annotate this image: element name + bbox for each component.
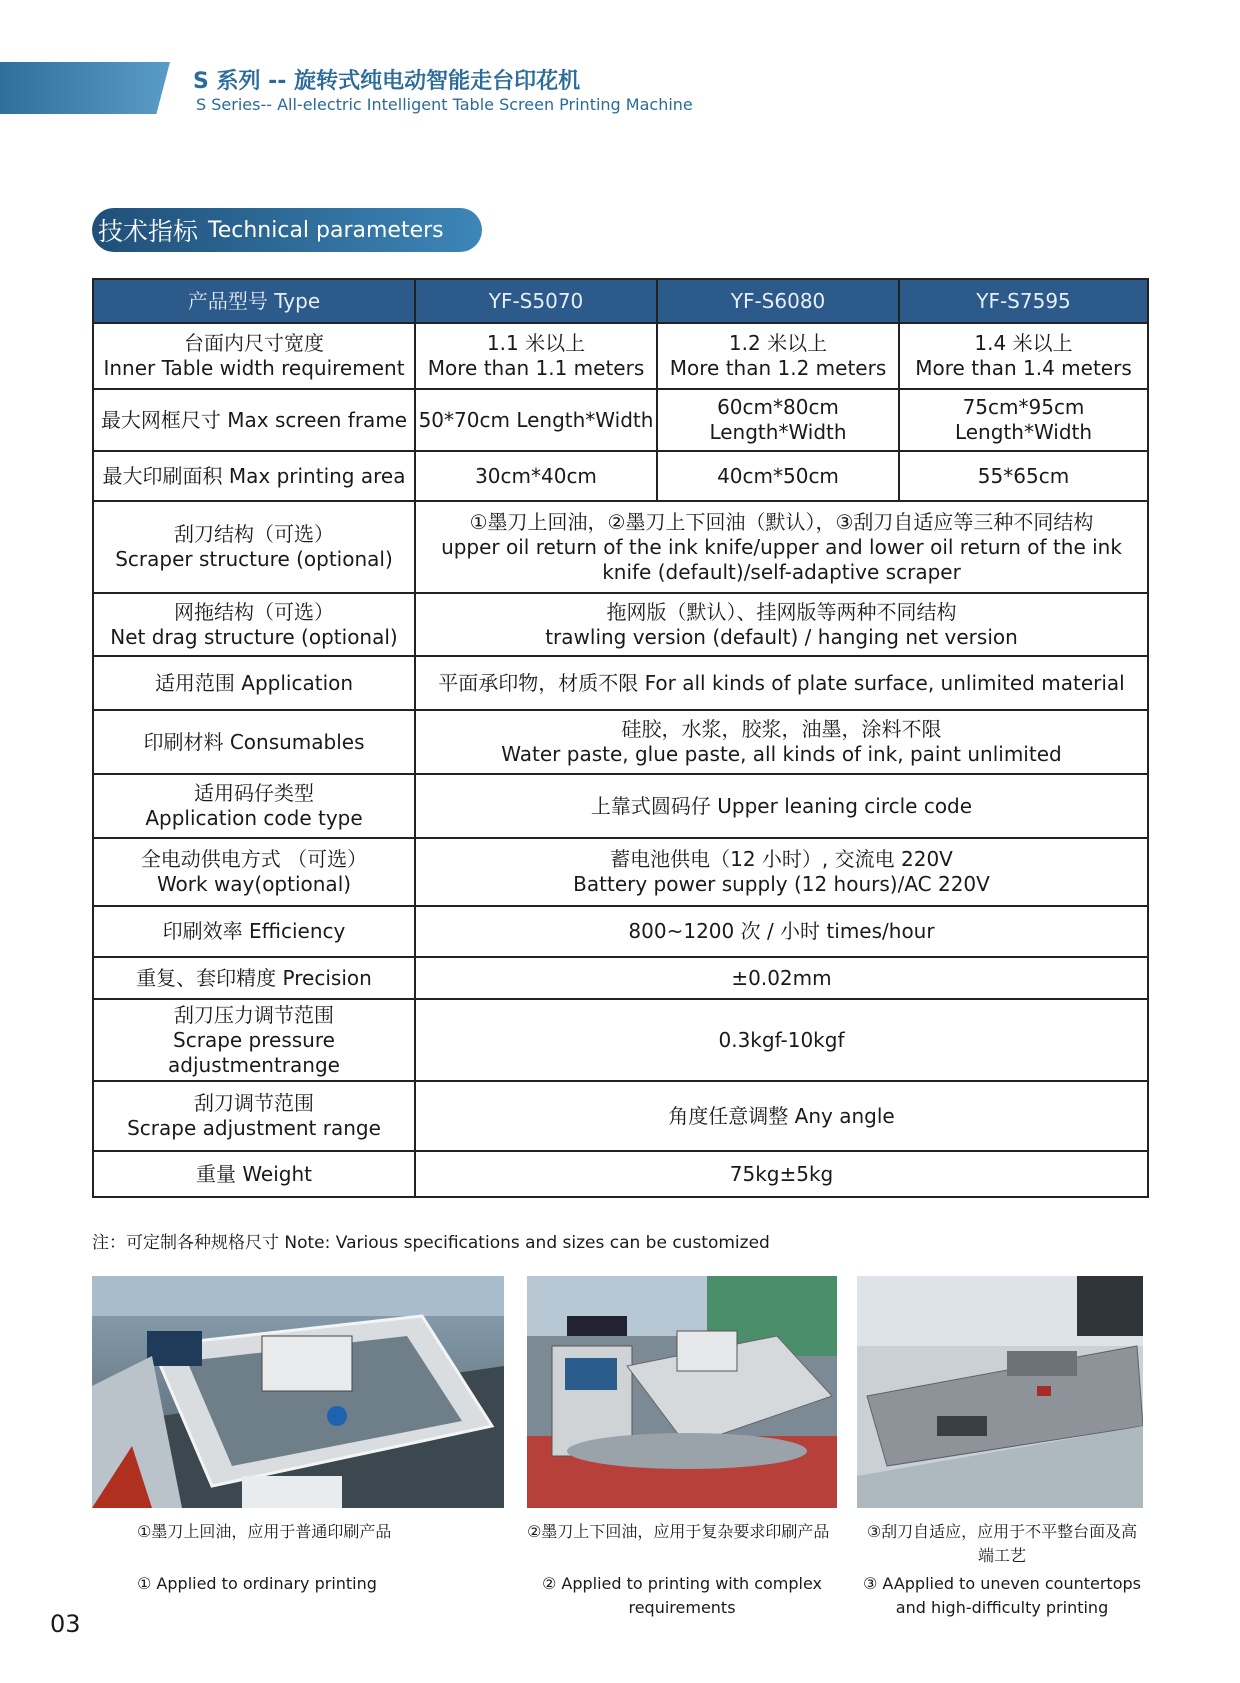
table-cell: 0.3kgf-10kgf	[415, 999, 1148, 1081]
table-cell: 55*65cm	[899, 451, 1148, 501]
section-heading	[92, 208, 482, 252]
table-cell: 30cm*40cm	[415, 451, 657, 501]
photo-1-caption-en: ① Applied to ordinary printing	[137, 1574, 377, 1593]
table-row	[93, 323, 1148, 389]
row-label: 刮刀压力调节范围 Scrape pressure adjustmentrange	[93, 999, 415, 1081]
table-cell: 蓄电池供电（12 小时）, 交流电 220V Battery power supply (12 hours)/AC 220V	[415, 838, 1148, 906]
table-cell: ±0.02mm	[415, 957, 1148, 999]
photo-3-caption-en: ③ AApplied to uneven countertops and high-difficulty printing	[863, 1574, 1141, 1617]
table-cell: 拖网版（默认）、挂网版等两种不同结构 trawling version (default) / hanging net version	[415, 593, 1148, 656]
page-subtitle: S Series-- All-electric Intelligent Table Screen Printing Machine	[196, 95, 693, 114]
table-row	[93, 501, 1148, 593]
table-cell: 75kg±5kg	[415, 1151, 1148, 1197]
header-type: 产品型号 Type	[93, 279, 415, 323]
row-label: 最大印刷面积 Max printing area	[93, 451, 415, 501]
row-label: 适用范围 Application	[93, 656, 415, 710]
page-number: 03	[50, 1610, 81, 1638]
photo-3-caption-cn: ③刮刀自适应，应用于不平整台面及高 端工艺	[866, 1522, 1138, 1565]
section-title-en: Technical parameters	[208, 217, 444, 243]
section-title-cn: 技术指标	[98, 217, 199, 246]
table-cell: 硅胶，水浆，胶浆，油墨，涂料不限 Water paste, glue paste, all kinds of ink, paint unlimited	[415, 710, 1148, 774]
table-cell: 平面承印物，材质不限 For all kinds of plate surface, unlimited material	[415, 656, 1148, 710]
row-label: 印刷效率 Efficiency	[93, 906, 415, 957]
table-cell: 40cm*50cm	[657, 451, 899, 501]
row-label: 全电动供电方式 （可选） Work way(optional)	[93, 838, 415, 906]
table-header-row	[93, 279, 1148, 323]
photo-2-caption-cn: ②墨刀上下回油，应用于复杂要求印刷产品	[527, 1522, 830, 1541]
table-row	[93, 999, 1148, 1081]
table-cell: 角度任意调整 Any angle	[415, 1081, 1148, 1151]
row-label: 台面内尺寸宽度 Inner Table width requirement	[93, 323, 415, 389]
row-label: 印刷材料 Consumables	[93, 710, 415, 774]
customization-note: 注：可定制各种规格尺寸 Note: Various specifications and sizes can be customized	[92, 1233, 770, 1253]
table-cell: 75cm*95cm Length*Width	[899, 389, 1148, 451]
table-row	[93, 710, 1148, 774]
table-row	[93, 389, 1148, 451]
technical-parameters-table	[92, 278, 1149, 1198]
table-cell: 1.4 米以上 More than 1.4 meters	[899, 323, 1148, 389]
header-model-3: YF-S7595	[899, 279, 1148, 323]
table-cell: 1.2 米以上 More than 1.2 meters	[657, 323, 899, 389]
table-cell: 1.1 米以上 More than 1.1 meters	[415, 323, 657, 389]
row-label: 网拖结构（可选） Net drag structure (optional)	[93, 593, 415, 656]
row-label: 刮刀结构（可选） Scraper structure (optional)	[93, 501, 415, 593]
table-cell: 60cm*80cm Length*Width	[657, 389, 899, 451]
page-title: S 系列 -- 旋转式纯电动智能走台印花机	[193, 69, 581, 94]
table-cell: 50*70cm Length*Width	[415, 389, 657, 451]
product-photo-1	[92, 1276, 504, 1508]
table-row	[93, 451, 1148, 501]
product-photo-3	[857, 1276, 1143, 1508]
table-row	[93, 1151, 1148, 1197]
table-row	[93, 957, 1148, 999]
photo-1-caption-cn: ①墨刀上回油，应用于普通印刷产品	[137, 1522, 392, 1541]
table-row	[93, 774, 1148, 838]
row-label: 刮刀调节范围 Scrape adjustment range	[93, 1081, 415, 1151]
table-row	[93, 838, 1148, 906]
row-label: 重复、套印精度 Precision	[93, 957, 415, 999]
photo-2-caption-en: ② Applied to printing with complex requirements	[541, 1574, 823, 1617]
table-row	[93, 1081, 1148, 1151]
table-row	[93, 593, 1148, 656]
header-model-1: YF-S5070	[415, 279, 657, 323]
row-label: 最大网框尺寸 Max screen frame	[93, 389, 415, 451]
table-row	[93, 906, 1148, 957]
header-accent-band	[0, 62, 170, 114]
row-label: 适用码仔类型 Application code type	[93, 774, 415, 838]
product-photo-2	[527, 1276, 837, 1508]
header-model-2: YF-S6080	[657, 279, 899, 323]
table-cell: ①墨刀上回油，②墨刀上下回油（默认），③刮刀自适应等三种不同结构 upper oil return of the ink knife/upper and lower oil return of the ink knife (default)/self-adaptive scraper	[415, 501, 1148, 593]
table-cell: 上靠式圆码仔 Upper leaning circle code	[415, 774, 1148, 838]
table-cell: 800~1200 次 / 小时 times/hour	[415, 906, 1148, 957]
table-row	[93, 656, 1148, 710]
row-label: 重量 Weight	[93, 1151, 415, 1197]
